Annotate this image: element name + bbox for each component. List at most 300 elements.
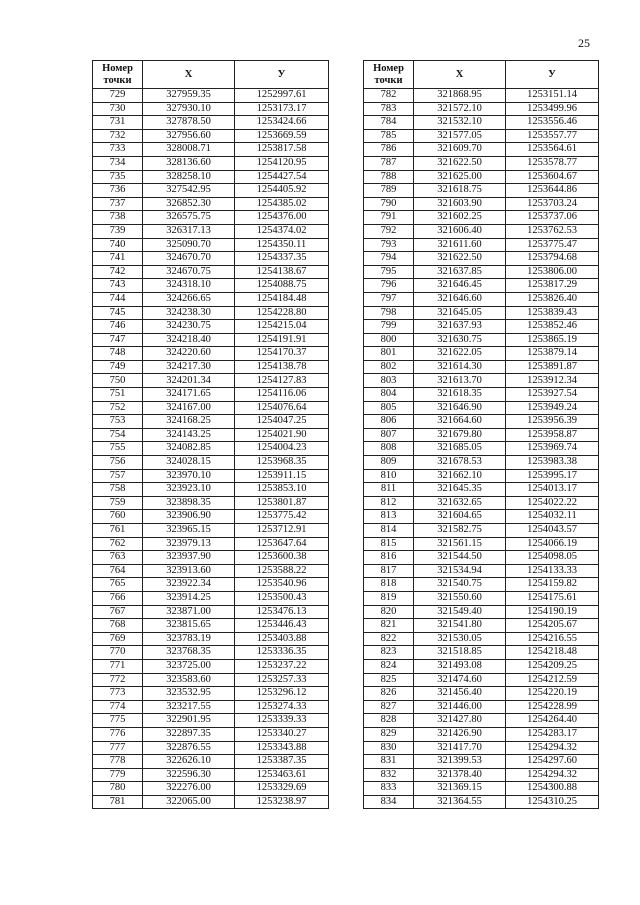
- y-coordinate-cell: 1253499.96: [506, 102, 599, 116]
- y-coordinate-cell: 1253329.69: [235, 782, 329, 796]
- table-row: [93, 632, 329, 646]
- y-coordinate-cell: 1253958.87: [506, 428, 599, 442]
- x-coordinate-cell: 322901.95: [143, 714, 235, 728]
- y-coordinate-cell: 1254013.17: [506, 483, 599, 497]
- y-coordinate-cell: 1254205.67: [506, 619, 599, 633]
- table-row: [93, 252, 329, 266]
- table-row: [93, 320, 329, 334]
- y-coordinate-cell: 1254022.22: [506, 496, 599, 510]
- x-coordinate-cell: 324201.34: [143, 374, 235, 388]
- y-coordinate-cell: 1254337.35: [235, 252, 329, 266]
- x-coordinate-cell: 323923.10: [143, 483, 235, 497]
- point-number-cell: 781: [93, 795, 143, 809]
- y-coordinate-cell: 1253927.54: [506, 388, 599, 402]
- table-row: [364, 238, 599, 252]
- y-coordinate-cell: 1254032.11: [506, 510, 599, 524]
- x-coordinate-cell: 321646.90: [414, 401, 506, 415]
- x-coordinate-cell: 321646.60: [414, 292, 506, 306]
- table-row: [93, 755, 329, 769]
- x-coordinate-cell: 321622.50: [414, 156, 506, 170]
- table-row: [364, 116, 599, 130]
- point-number-cell: 758: [93, 483, 143, 497]
- point-number-cell: 796: [364, 279, 414, 293]
- header-y: У: [506, 61, 599, 89]
- x-coordinate-cell: 321678.53: [414, 456, 506, 470]
- table-row: [93, 156, 329, 170]
- x-coordinate-cell: 321662.10: [414, 469, 506, 483]
- table-row: [364, 102, 599, 116]
- table-row: [93, 333, 329, 347]
- header-x: X: [414, 61, 506, 89]
- table-row: [93, 768, 329, 782]
- point-number-cell: 827: [364, 700, 414, 714]
- table-row: [93, 415, 329, 429]
- point-number-cell: 777: [93, 741, 143, 755]
- y-coordinate-cell: 1253500.43: [235, 591, 329, 605]
- x-coordinate-cell: 321364.55: [414, 795, 506, 809]
- y-coordinate-cell: 1253540.96: [235, 578, 329, 592]
- y-coordinate-cell: 1254133.33: [506, 564, 599, 578]
- point-number-cell: 811: [364, 483, 414, 497]
- point-number-cell: 793: [364, 238, 414, 252]
- point-number-cell: 759: [93, 496, 143, 510]
- point-number-cell: 806: [364, 415, 414, 429]
- x-coordinate-cell: 321664.60: [414, 415, 506, 429]
- x-coordinate-cell: 321679.80: [414, 428, 506, 442]
- table-row: [93, 170, 329, 184]
- y-coordinate-cell: 1253737.06: [506, 211, 599, 225]
- x-coordinate-cell: 321561.15: [414, 537, 506, 551]
- y-coordinate-cell: 1254294.32: [506, 741, 599, 755]
- x-coordinate-cell: 323217.55: [143, 700, 235, 714]
- point-number-cell: 826: [364, 687, 414, 701]
- point-number-cell: 824: [364, 659, 414, 673]
- x-coordinate-cell: 321399.53: [414, 755, 506, 769]
- y-coordinate-cell: 1254004.23: [235, 442, 329, 456]
- point-number-cell: 744: [93, 292, 143, 306]
- y-coordinate-cell: 1254088.75: [235, 279, 329, 293]
- x-coordinate-cell: 321603.90: [414, 197, 506, 211]
- table-row: [364, 388, 599, 402]
- x-coordinate-cell: 324168.25: [143, 415, 235, 429]
- point-number-cell: 745: [93, 306, 143, 320]
- coordinates-table-left: [92, 60, 329, 809]
- x-coordinate-cell: 321427.80: [414, 714, 506, 728]
- y-coordinate-cell: 1254300.88: [506, 782, 599, 796]
- table-row: [93, 347, 329, 361]
- header-num-line2: точки: [103, 74, 132, 86]
- x-coordinate-cell: 321530.05: [414, 632, 506, 646]
- point-number-cell: 804: [364, 388, 414, 402]
- x-coordinate-cell: 321611.60: [414, 238, 506, 252]
- table-row: [364, 415, 599, 429]
- x-coordinate-cell: 321426.90: [414, 727, 506, 741]
- point-number-cell: 790: [364, 197, 414, 211]
- table-row: [364, 673, 599, 687]
- point-number-cell: 738: [93, 211, 143, 225]
- y-coordinate-cell: 1254216.55: [506, 632, 599, 646]
- table-row: [93, 591, 329, 605]
- point-number-cell: 825: [364, 673, 414, 687]
- x-coordinate-cell: 323768.35: [143, 646, 235, 660]
- x-coordinate-cell: 321630.75: [414, 333, 506, 347]
- point-number-cell: 782: [364, 89, 414, 103]
- table-row: [364, 156, 599, 170]
- table-row: [93, 687, 329, 701]
- table-row: [93, 184, 329, 198]
- table-row: [93, 211, 329, 225]
- y-coordinate-cell: 1253343.88: [235, 741, 329, 755]
- x-coordinate-cell: 321614.30: [414, 360, 506, 374]
- point-number-cell: 740: [93, 238, 143, 252]
- table-row: [93, 360, 329, 374]
- y-coordinate-cell: 1253296.12: [235, 687, 329, 701]
- point-number-cell: 735: [93, 170, 143, 184]
- x-coordinate-cell: 321544.50: [414, 551, 506, 565]
- y-coordinate-cell: 1253336.35: [235, 646, 329, 660]
- table-row: [93, 292, 329, 306]
- y-coordinate-cell: 1253968.35: [235, 456, 329, 470]
- x-coordinate-cell: 321606.40: [414, 224, 506, 238]
- point-number-cell: 817: [364, 564, 414, 578]
- point-number-cell: 779: [93, 768, 143, 782]
- y-coordinate-cell: 1253775.42: [235, 510, 329, 524]
- table-header-row: [93, 61, 329, 89]
- y-coordinate-cell: 1254374.02: [235, 224, 329, 238]
- table-row: [364, 306, 599, 320]
- x-coordinate-cell: 321622.05: [414, 347, 506, 361]
- y-coordinate-cell: 1253173.17: [235, 102, 329, 116]
- table-row: [93, 483, 329, 497]
- x-coordinate-cell: 326852.30: [143, 197, 235, 211]
- x-coordinate-cell: 321602.25: [414, 211, 506, 225]
- y-coordinate-cell: 1253912.34: [506, 374, 599, 388]
- point-number-cell: 732: [93, 129, 143, 143]
- y-coordinate-cell: 1253151.14: [506, 89, 599, 103]
- y-coordinate-cell: 1253806.00: [506, 265, 599, 279]
- point-number-cell: 743: [93, 279, 143, 293]
- table-row: [364, 333, 599, 347]
- table-row: [364, 265, 599, 279]
- table-row: [93, 524, 329, 538]
- point-number-cell: 731: [93, 116, 143, 130]
- x-coordinate-cell: 321685.05: [414, 442, 506, 456]
- x-coordinate-cell: 326575.75: [143, 211, 235, 225]
- table-row: [93, 238, 329, 252]
- y-coordinate-cell: 1253257.33: [235, 673, 329, 687]
- x-coordinate-cell: 323965.15: [143, 524, 235, 538]
- x-coordinate-cell: 324171.65: [143, 388, 235, 402]
- table-row: [364, 659, 599, 673]
- x-coordinate-cell: 321378.40: [414, 768, 506, 782]
- point-number-cell: 770: [93, 646, 143, 660]
- table-row: [364, 646, 599, 660]
- point-number-cell: 813: [364, 510, 414, 524]
- y-coordinate-cell: 1253669.59: [235, 129, 329, 143]
- table-row: [364, 211, 599, 225]
- y-coordinate-cell: 1254076.64: [235, 401, 329, 415]
- table-row: [364, 510, 599, 524]
- point-number-cell: 784: [364, 116, 414, 130]
- x-coordinate-cell: 321637.93: [414, 320, 506, 334]
- point-number-cell: 768: [93, 619, 143, 633]
- point-number-cell: 828: [364, 714, 414, 728]
- x-coordinate-cell: 321645.05: [414, 306, 506, 320]
- point-number-cell: 755: [93, 442, 143, 456]
- y-coordinate-cell: 1254294.32: [506, 768, 599, 782]
- x-coordinate-cell: 321618.75: [414, 184, 506, 198]
- point-number-cell: 812: [364, 496, 414, 510]
- table-row: [364, 197, 599, 211]
- table-row: [93, 605, 329, 619]
- point-number-cell: 794: [364, 252, 414, 266]
- point-number-cell: 833: [364, 782, 414, 796]
- y-coordinate-cell: 1253817.29: [506, 279, 599, 293]
- x-coordinate-cell: 321868.95: [414, 89, 506, 103]
- y-coordinate-cell: 1253801.87: [235, 496, 329, 510]
- point-number-cell: 822: [364, 632, 414, 646]
- x-coordinate-cell: 327878.50: [143, 116, 235, 130]
- point-number-cell: 734: [93, 156, 143, 170]
- table-row: [364, 469, 599, 483]
- point-number-cell: 760: [93, 510, 143, 524]
- point-number-cell: 780: [93, 782, 143, 796]
- y-coordinate-cell: 1253911.15: [235, 469, 329, 483]
- x-coordinate-cell: 322276.00: [143, 782, 235, 796]
- point-number-cell: 741: [93, 252, 143, 266]
- y-coordinate-cell: 1253556.46: [506, 116, 599, 130]
- y-coordinate-cell: 1254175.61: [506, 591, 599, 605]
- x-coordinate-cell: 323913.60: [143, 564, 235, 578]
- point-number-cell: 761: [93, 524, 143, 538]
- x-coordinate-cell: 323583.60: [143, 673, 235, 687]
- x-coordinate-cell: 321625.00: [414, 170, 506, 184]
- y-coordinate-cell: 1254405.92: [235, 184, 329, 198]
- table-row: [364, 795, 599, 809]
- x-coordinate-cell: 323906.90: [143, 510, 235, 524]
- table-row: [364, 700, 599, 714]
- table-row: [93, 428, 329, 442]
- point-number-cell: 756: [93, 456, 143, 470]
- y-coordinate-cell: 1254215.04: [235, 320, 329, 334]
- table-row: [93, 224, 329, 238]
- point-number-cell: 789: [364, 184, 414, 198]
- y-coordinate-cell: 1253949.24: [506, 401, 599, 415]
- table-row: [93, 551, 329, 565]
- table-row: [364, 714, 599, 728]
- point-number-cell: 762: [93, 537, 143, 551]
- point-number-cell: 786: [364, 143, 414, 157]
- table-row: [364, 591, 599, 605]
- y-coordinate-cell: 1253865.19: [506, 333, 599, 347]
- x-coordinate-cell: 328136.60: [143, 156, 235, 170]
- point-number-cell: 769: [93, 632, 143, 646]
- x-coordinate-cell: 324230.75: [143, 320, 235, 334]
- table-row: [364, 401, 599, 415]
- table-row: [93, 143, 329, 157]
- point-number-cell: 754: [93, 428, 143, 442]
- y-coordinate-cell: 1253476.13: [235, 605, 329, 619]
- point-number-cell: 834: [364, 795, 414, 809]
- table-row: [93, 306, 329, 320]
- table-row: [364, 755, 599, 769]
- x-coordinate-cell: 328258.10: [143, 170, 235, 184]
- point-number-cell: 763: [93, 551, 143, 565]
- point-number-cell: 753: [93, 415, 143, 429]
- table-row: [93, 102, 329, 116]
- table-row: [364, 442, 599, 456]
- table-row: [93, 89, 329, 103]
- x-coordinate-cell: 321577.05: [414, 129, 506, 143]
- table-row: [364, 347, 599, 361]
- table-row: [93, 714, 329, 728]
- table-row: [93, 401, 329, 415]
- x-coordinate-cell: 327956.60: [143, 129, 235, 143]
- header-x: X: [143, 61, 235, 89]
- y-coordinate-cell: 1254190.19: [506, 605, 599, 619]
- point-number-cell: 730: [93, 102, 143, 116]
- y-coordinate-cell: 1253403.88: [235, 632, 329, 646]
- x-coordinate-cell: 322626.10: [143, 755, 235, 769]
- y-coordinate-cell: 1253340.27: [235, 727, 329, 741]
- y-coordinate-cell: 1254212.59: [506, 673, 599, 687]
- y-coordinate-cell: 1254021.90: [235, 428, 329, 442]
- y-coordinate-cell: 1253794.68: [506, 252, 599, 266]
- x-coordinate-cell: 324266.65: [143, 292, 235, 306]
- table-row: [364, 483, 599, 497]
- table-row: [364, 360, 599, 374]
- y-coordinate-cell: 1253647.64: [235, 537, 329, 551]
- point-number-cell: 792: [364, 224, 414, 238]
- point-number-cell: 772: [93, 673, 143, 687]
- x-coordinate-cell: 321632.65: [414, 496, 506, 510]
- table-header-row: [364, 61, 599, 89]
- x-coordinate-cell: 324028.15: [143, 456, 235, 470]
- table-row: [364, 143, 599, 157]
- table-row: [93, 646, 329, 660]
- point-number-cell: 797: [364, 292, 414, 306]
- y-coordinate-cell: 1254159.82: [506, 578, 599, 592]
- header-num-line2: точки: [374, 74, 403, 86]
- y-coordinate-cell: 1254098.05: [506, 551, 599, 565]
- point-number-cell: 800: [364, 333, 414, 347]
- x-coordinate-cell: 321532.10: [414, 116, 506, 130]
- y-coordinate-cell: 1254264.40: [506, 714, 599, 728]
- table-row: [364, 632, 599, 646]
- y-coordinate-cell: 1254120.95: [235, 156, 329, 170]
- point-number-cell: 775: [93, 714, 143, 728]
- table-row: [364, 551, 599, 565]
- y-coordinate-cell: 1253852.46: [506, 320, 599, 334]
- x-coordinate-cell: 322876.55: [143, 741, 235, 755]
- table-row: [93, 727, 329, 741]
- x-coordinate-cell: 323937.90: [143, 551, 235, 565]
- x-coordinate-cell: 322897.35: [143, 727, 235, 741]
- x-coordinate-cell: 321474.60: [414, 673, 506, 687]
- point-number-cell: 814: [364, 524, 414, 538]
- table-row: [364, 741, 599, 755]
- x-coordinate-cell: 326317.13: [143, 224, 235, 238]
- x-coordinate-cell: 321645.35: [414, 483, 506, 497]
- x-coordinate-cell: 323970.10: [143, 469, 235, 483]
- table-row: [93, 795, 329, 809]
- point-number-cell: 799: [364, 320, 414, 334]
- point-number-cell: 733: [93, 143, 143, 157]
- point-number-cell: 809: [364, 456, 414, 470]
- point-number-cell: 765: [93, 578, 143, 592]
- point-number-cell: 808: [364, 442, 414, 456]
- point-number-cell: 752: [93, 401, 143, 415]
- y-coordinate-cell: 1254218.48: [506, 646, 599, 660]
- x-coordinate-cell: 324167.00: [143, 401, 235, 415]
- x-coordinate-cell: 323783.19: [143, 632, 235, 646]
- point-number-cell: 748: [93, 347, 143, 361]
- table-row: [364, 184, 599, 198]
- x-coordinate-cell: 321534.94: [414, 564, 506, 578]
- y-coordinate-cell: 1254047.25: [235, 415, 329, 429]
- point-number-cell: 829: [364, 727, 414, 741]
- point-number-cell: 773: [93, 687, 143, 701]
- x-coordinate-cell: 323532.95: [143, 687, 235, 701]
- point-number-cell: 783: [364, 102, 414, 116]
- y-coordinate-cell: 1253826.40: [506, 292, 599, 306]
- table-row: [364, 687, 599, 701]
- table-row: [364, 224, 599, 238]
- y-coordinate-cell: 1254170.37: [235, 347, 329, 361]
- point-number-cell: 729: [93, 89, 143, 103]
- x-coordinate-cell: 323914.25: [143, 591, 235, 605]
- table-row: [364, 374, 599, 388]
- y-coordinate-cell: 1253604.67: [506, 170, 599, 184]
- table-row: [364, 129, 599, 143]
- y-coordinate-cell: 1253839.43: [506, 306, 599, 320]
- header-num-line1: Номер: [102, 62, 133, 74]
- x-coordinate-cell: 321550.60: [414, 591, 506, 605]
- y-coordinate-cell: 1254209.25: [506, 659, 599, 673]
- point-number-cell: 795: [364, 265, 414, 279]
- header-point-number: [93, 61, 143, 89]
- point-number-cell: 774: [93, 700, 143, 714]
- point-number-cell: 805: [364, 401, 414, 415]
- table-row: [364, 605, 599, 619]
- x-coordinate-cell: 324670.70: [143, 252, 235, 266]
- y-coordinate-cell: 1253853.10: [235, 483, 329, 497]
- point-number-cell: 757: [93, 469, 143, 483]
- y-coordinate-cell: 1252997.61: [235, 89, 329, 103]
- y-coordinate-cell: 1253564.61: [506, 143, 599, 157]
- x-coordinate-cell: 327542.95: [143, 184, 235, 198]
- table-row: [93, 442, 329, 456]
- y-coordinate-cell: 1253588.22: [235, 564, 329, 578]
- table-row: [364, 496, 599, 510]
- table-row: [93, 496, 329, 510]
- y-coordinate-cell: 1253463.61: [235, 768, 329, 782]
- point-number-cell: 737: [93, 197, 143, 211]
- x-coordinate-cell: 321604.65: [414, 510, 506, 524]
- y-coordinate-cell: 1254228.80: [235, 306, 329, 320]
- table-row: [364, 537, 599, 551]
- point-number-cell: 764: [93, 564, 143, 578]
- header-point-number: [364, 61, 414, 89]
- table-row: [364, 578, 599, 592]
- x-coordinate-cell: 321609.70: [414, 143, 506, 157]
- y-coordinate-cell: 1253600.38: [235, 551, 329, 565]
- point-number-cell: 776: [93, 727, 143, 741]
- y-coordinate-cell: 1254138.78: [235, 360, 329, 374]
- x-coordinate-cell: 324318.10: [143, 279, 235, 293]
- point-number-cell: 820: [364, 605, 414, 619]
- point-number-cell: 810: [364, 469, 414, 483]
